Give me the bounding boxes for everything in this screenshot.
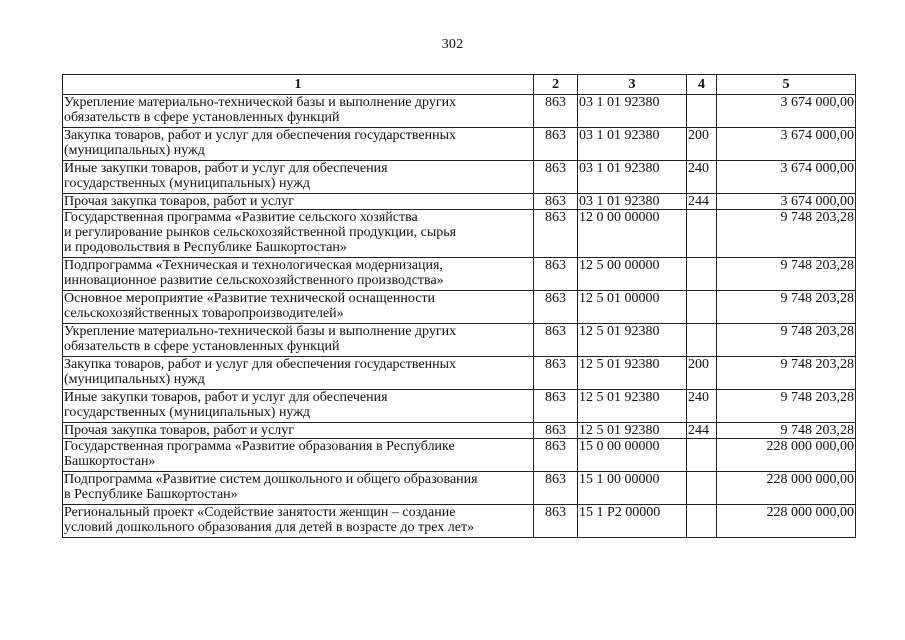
- row-classification-code: 15 0 00 00000: [578, 439, 687, 472]
- row-name-line: Основное мероприятие «Развитие технической оснащенности: [64, 291, 436, 306]
- row-classification-code: 15 1 P2 00000: [578, 505, 687, 538]
- row-name-cell: [63, 423, 534, 439]
- row-name-line: инновационное развитие сельскохозяйственного производства»: [64, 273, 444, 288]
- row-name-line: сельскохозяйственных товаропроизводителей»: [64, 306, 344, 321]
- table-row: [63, 390, 856, 423]
- row-name-cell: [63, 390, 534, 423]
- row-name-line: Государственная программа «Развитие образования в Республике: [64, 439, 455, 454]
- column-header-amount: 5: [717, 75, 856, 95]
- row-name-line: и регулирование рынков сельскохозяйственной продукции, сырья: [64, 225, 457, 240]
- row-name-cell: [63, 472, 534, 505]
- row-expense-type: 244: [687, 423, 717, 439]
- row-amount: 3 674 000,00: [717, 161, 856, 194]
- row-amount: 228 000 000,00: [717, 439, 856, 472]
- row-admin-code: 863: [534, 194, 578, 210]
- row-admin-code: 863: [534, 128, 578, 161]
- row-name-line: Подпрограмма «Техническая и технологическая модернизация,: [64, 258, 443, 273]
- row-classification-code: 12 5 01 92380: [578, 390, 687, 423]
- row-name-cell: [63, 439, 534, 472]
- row-expense-type: 240: [687, 161, 717, 194]
- column-header-name: 1: [63, 75, 534, 95]
- row-amount: 9 748 203,28: [717, 357, 856, 390]
- row-classification-code: 03 1 01 92380: [578, 194, 687, 210]
- row-expense-type: [687, 291, 717, 324]
- row-amount: 228 000 000,00: [717, 505, 856, 538]
- row-admin-code: 863: [534, 390, 578, 423]
- table-row: [63, 505, 856, 538]
- table-row: [63, 258, 856, 291]
- row-expense-type: [687, 505, 717, 538]
- row-admin-code: 863: [534, 505, 578, 538]
- row-name-cell: [63, 194, 534, 210]
- row-classification-code: 12 5 00 00000: [578, 258, 687, 291]
- row-amount: 3 674 000,00: [717, 128, 856, 161]
- row-name-line: обязательств в сфере установленных функций: [64, 339, 340, 354]
- table-row: [63, 95, 856, 128]
- row-admin-code: 863: [534, 439, 578, 472]
- row-classification-code: 15 1 00 00000: [578, 472, 687, 505]
- row-name-line: Закупка товаров, работ и услуг для обеспечения государственных: [64, 128, 457, 143]
- row-expense-type: 240: [687, 390, 717, 423]
- row-name-cell: [63, 128, 534, 161]
- row-expense-type: [687, 472, 717, 505]
- row-name-line: государственных (муниципальных) нужд: [64, 176, 311, 191]
- table-row: [63, 324, 856, 357]
- table-row: [63, 194, 856, 210]
- row-name-line: условий дошкольного образования для детей в возрасте до трех лет»: [64, 520, 475, 535]
- table-row: [63, 439, 856, 472]
- table-row: [63, 472, 856, 505]
- table-body: [63, 95, 856, 538]
- row-admin-code: 863: [534, 258, 578, 291]
- row-amount: 9 748 203,28: [717, 390, 856, 423]
- table-row: [63, 423, 856, 439]
- row-name-line: (муниципальных) нужд: [64, 372, 205, 387]
- row-name-line: Иные закупки товаров, работ и услуг для обеспечения: [64, 161, 388, 176]
- row-admin-code: 863: [534, 95, 578, 128]
- row-classification-code: 12 5 01 00000: [578, 291, 687, 324]
- row-admin-code: 863: [534, 291, 578, 324]
- column-header-expense-type: 4: [687, 75, 717, 95]
- row-expense-type: [687, 258, 717, 291]
- row-name-cell: [63, 324, 534, 357]
- row-admin-code: 863: [534, 324, 578, 357]
- row-classification-code: 12 5 01 92380: [578, 357, 687, 390]
- row-name-line: Укрепление материально-технической базы и выполнение других: [64, 95, 457, 110]
- row-admin-code: 863: [534, 472, 578, 505]
- table-header-row: [63, 75, 856, 95]
- table-row: [63, 210, 856, 258]
- column-header-admin: 2: [534, 75, 578, 95]
- budget-table: [62, 74, 856, 538]
- row-amount: 9 748 203,28: [717, 210, 856, 258]
- row-name-line: Региональный проект «Содействие занятости женщин – создание: [64, 505, 456, 520]
- row-expense-type: 244: [687, 194, 717, 210]
- row-admin-code: 863: [534, 423, 578, 439]
- row-name-line: государственных (муниципальных) нужд: [64, 405, 311, 420]
- row-admin-code: 863: [534, 357, 578, 390]
- row-expense-type: 200: [687, 357, 717, 390]
- row-name-line: Подпрограмма «Развитие систем дошкольного и общего образования: [64, 472, 478, 487]
- table-row: [63, 291, 856, 324]
- row-classification-code: 12 5 01 92380: [578, 324, 687, 357]
- row-amount: 9 748 203,28: [717, 423, 856, 439]
- row-name-line: и продовольствия в Республике Башкортостан»: [64, 240, 347, 255]
- row-name-line: Укрепление материально-технической базы и выполнение других: [64, 324, 457, 339]
- row-name-line: в Республике Башкортостан»: [64, 487, 238, 502]
- row-name-cell: [63, 210, 534, 258]
- table-row: [63, 357, 856, 390]
- row-classification-code: 03 1 01 92380: [578, 128, 687, 161]
- table-row: [63, 128, 856, 161]
- page-number: 302: [441, 37, 464, 52]
- row-name-cell: [63, 258, 534, 291]
- column-header-code: 3: [578, 75, 687, 95]
- row-expense-type: 200: [687, 128, 717, 161]
- row-name-line: обязательств в сфере установленных функций: [64, 110, 340, 125]
- row-amount: 9 748 203,28: [717, 291, 856, 324]
- row-name-cell: [63, 161, 534, 194]
- row-name-line: Иные закупки товаров, работ и услуг для обеспечения: [64, 390, 388, 405]
- row-name-cell: [63, 291, 534, 324]
- row-expense-type: [687, 210, 717, 258]
- row-expense-type: [687, 324, 717, 357]
- row-amount: 228 000 000,00: [717, 472, 856, 505]
- row-name-cell: [63, 505, 534, 538]
- row-amount: 9 748 203,28: [717, 324, 856, 357]
- row-name-line: Башкортостан»: [64, 454, 156, 469]
- row-admin-code: 863: [534, 161, 578, 194]
- row-name-cell: [63, 357, 534, 390]
- row-amount: 9 748 203,28: [717, 258, 856, 291]
- row-admin-code: 863: [534, 210, 578, 258]
- row-name-line: Прочая закупка товаров, работ и услуг: [64, 194, 294, 209]
- table-row: [63, 161, 856, 194]
- row-name-cell: [63, 95, 534, 128]
- row-amount: 3 674 000,00: [717, 95, 856, 128]
- row-classification-code: 03 1 01 92380: [578, 95, 687, 128]
- row-expense-type: [687, 439, 717, 472]
- row-expense-type: [687, 95, 717, 128]
- row-name-line: Закупка товаров, работ и услуг для обеспечения государственных: [64, 357, 457, 372]
- row-name-line: (муниципальных) нужд: [64, 143, 205, 158]
- row-classification-code: 12 5 01 92380: [578, 423, 687, 439]
- row-amount: 3 674 000,00: [717, 194, 856, 210]
- row-classification-code: 03 1 01 92380: [578, 161, 687, 194]
- row-classification-code: 12 0 00 00000: [578, 210, 687, 258]
- row-name-line: Прочая закупка товаров, работ и услуг: [64, 423, 294, 438]
- row-name-line: Государственная программа «Развитие сельского хозяйства: [64, 210, 418, 225]
